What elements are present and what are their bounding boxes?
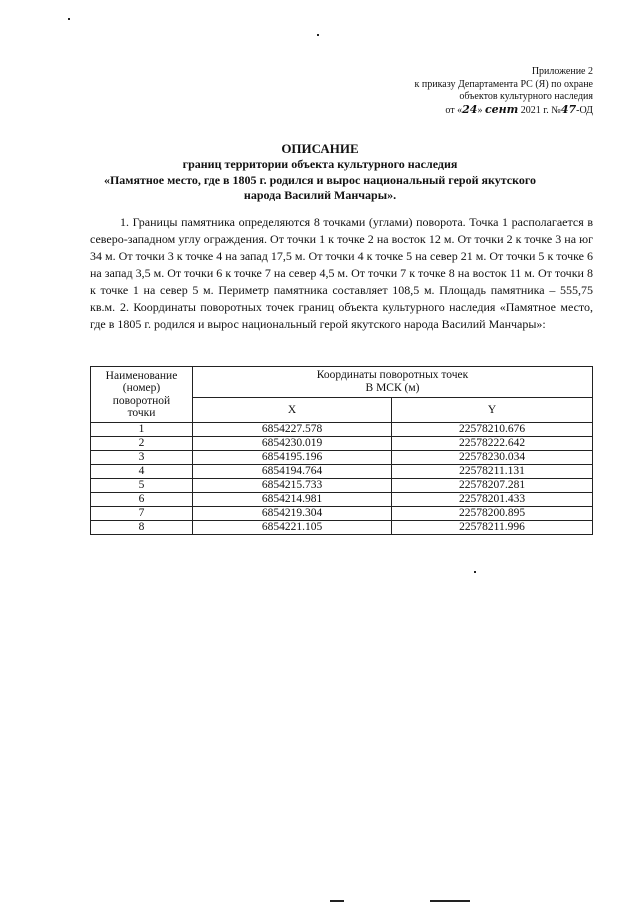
header-line: (номер) [122,382,161,394]
header-line: поворотной [112,394,171,407]
point-number: 6 [91,493,193,507]
scan-speck [68,18,70,20]
point-number: 4 [91,465,193,479]
document-heading [60,141,580,204]
point-number: 3 [91,451,193,465]
x-value: 6854230.019 [193,437,392,451]
heading-line: народа Василий Манчары». [243,188,397,202]
table-row [91,479,593,493]
table-header-row [91,367,593,398]
x-value: 6854227.578 [193,423,392,437]
x-value: 6854215.733 [193,479,392,493]
appendix-line: Приложение 2 [531,66,593,77]
coordinates-header [193,367,593,398]
appendix-note [415,66,593,117]
point-number: 5 [91,479,193,493]
table-row [91,451,593,465]
table-row [91,423,593,437]
table-row [91,465,593,479]
date-mid: » [477,104,485,116]
paragraph-boundaries: 1. Границы памятника определяются 8 точками (углами) поворота. Точка 1 располагается в северо-западном углу ограждения. От точки 1 к точке 2 на восток 12 м. От точки 2 к точке 3 на юг 34 м. От точки 3 к точке 4 на запад 17,5 м. От точки 4 к точке 5 на север 21 м. От точки 5 к точке 6 на запад 3,5 м. От точки 6 к точке 7 на север 4,5 м. От точки 7 к точке 8 на восток 11 м. От точки 8 к точке 1 на север 5 м. Периметр памятника составляет 108,5 м. Площадь памятника – 555,75 кв.м. [90,215,593,314]
date-year: 2021 г. № [518,104,561,116]
document-title: ОПИСАНИЕ [281,141,359,156]
y-value: 22578222.642 [392,437,593,451]
point-number: 7 [91,507,193,521]
header-line: В МСК (м) [365,382,420,394]
y-value: 22578230.034 [392,451,593,465]
table-row [91,493,593,507]
header-line: точки [127,407,156,419]
scan-speck [317,34,319,36]
point-number: 1 [91,423,193,437]
point-name-header [91,367,193,423]
table-row [91,521,593,535]
appendix-line: к приказу Департамента РС (Я) по охране [414,78,593,90]
coordinates-table [90,366,593,535]
x-header: X [193,398,392,423]
point-number: 8 [91,521,193,535]
x-value: 6854219.304 [193,507,392,521]
order-suffix: -ОД [576,104,593,116]
handwritten-day: 24 [462,102,478,116]
y-header: Y [392,398,593,423]
y-value: 22578207.281 [392,479,593,493]
header-line: Наименование [105,369,178,382]
scan-edge-mark [330,900,344,902]
table-row [91,507,593,521]
table-row [91,437,593,451]
heading-line: «Памятное место, где в 1805 г. родился и вырос национальный герой якутского [103,172,537,187]
y-value: 22578210.676 [392,423,593,437]
appendix-date-line [415,104,593,118]
header-line: Координаты поворотных точек [316,369,469,381]
y-value: 22578201.433 [392,493,593,507]
date-prefix: от « [445,104,463,116]
paragraph-coordinates-intro: 2. Координаты поворотных точек границ объекта культурного наследия «Памятное место, где в 1805 г. родился и вырос национальный герой якутского народа Василий Манчары»: [90,300,593,331]
handwritten-month: сент [484,102,519,116]
y-value: 22578211.996 [392,521,593,535]
x-value: 6854214.981 [193,493,392,507]
y-value: 22578200.895 [392,507,593,521]
scan-edge-mark [430,900,470,902]
heading-line: границ территории объекта культурного наследия [182,157,458,171]
point-number: 2 [91,437,193,451]
x-value: 6854194.764 [193,465,392,479]
y-value: 22578211.131 [392,465,593,479]
appendix-line: объектов культурного наследия [459,91,593,102]
scan-speck [474,571,476,573]
x-value: 6854221.105 [193,521,392,535]
x-value: 6854195.196 [193,451,392,465]
coordinates-body [91,423,593,535]
handwritten-order-number: 47 [560,102,577,116]
